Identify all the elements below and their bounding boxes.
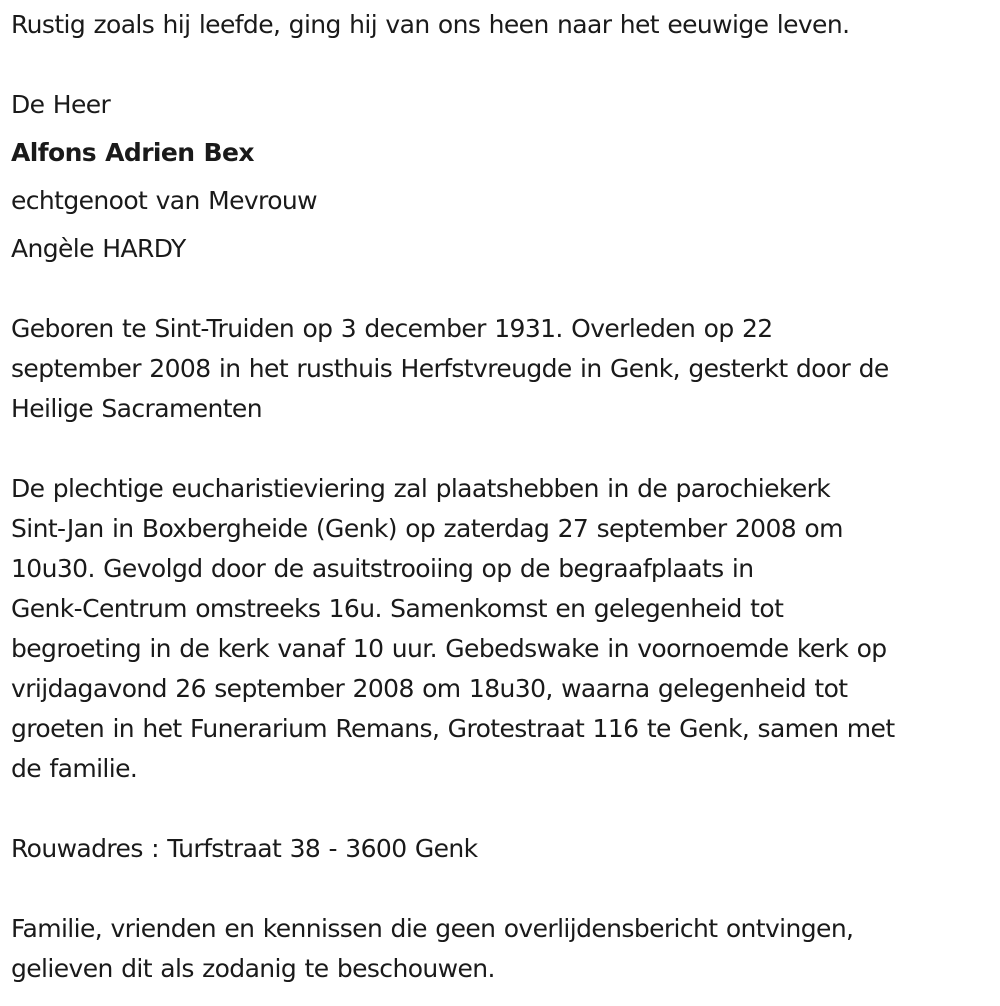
ceremony-line-8: de familie. <box>11 754 138 783</box>
ceremony-line-4: Genk-Centrum omstreeks 16u. Samenkomst en gelegenheid tot <box>11 594 784 623</box>
honorific-title: De Heer <box>11 90 111 119</box>
ceremony-line-3: 10u30. Gevolgd door de asuitstrooiing op de begraafplaats in <box>11 554 754 583</box>
ceremony-line-1: De plechtige eucharistieviering zal plaatshebben in de parochiekerk <box>11 474 831 503</box>
ceremony-line-7: groeten in het Funerarium Remans, Grotestraat 116 te Genk, samen met <box>11 714 895 743</box>
closing-line-1: Familie, vrienden en kennissen die geen overlijdensbericht ontvingen, <box>11 914 854 943</box>
spouse-name: Angèle HARDY <box>11 234 186 263</box>
birth-death-line-2: september 2008 in het rusthuis Herfstvreugde in Genk, gesterkt door de <box>11 354 889 383</box>
mourning-address: Rouwadres : Turfstraat 38 - 3600 Genk <box>11 834 478 863</box>
relation-line: echtgenoot van Mevrouw <box>11 186 317 215</box>
closing-line-2: gelieven dit als zodanig te beschouwen. <box>11 954 495 983</box>
birth-death-line-3: Heilige Sacramenten <box>11 394 262 423</box>
deceased-name: Alfons Adrien Bex <box>11 138 254 167</box>
birth-death-line-1: Geboren te Sint-Truiden op 3 december 1931. Overleden op 22 <box>11 314 773 343</box>
opening-line: Rustig zoals hij leefde, ging hij van ons heen naar het eeuwige leven. <box>11 10 850 39</box>
ceremony-line-2: Sint-Jan in Boxbergheide (Genk) op zaterdag 27 september 2008 om <box>11 514 843 543</box>
ceremony-line-6: vrijdagavond 26 september 2008 om 18u30, waarna gelegenheid tot <box>11 674 848 703</box>
ceremony-line-5: begroeting in de kerk vanaf 10 uur. Gebedswake in voornoemde kerk op <box>11 634 887 663</box>
